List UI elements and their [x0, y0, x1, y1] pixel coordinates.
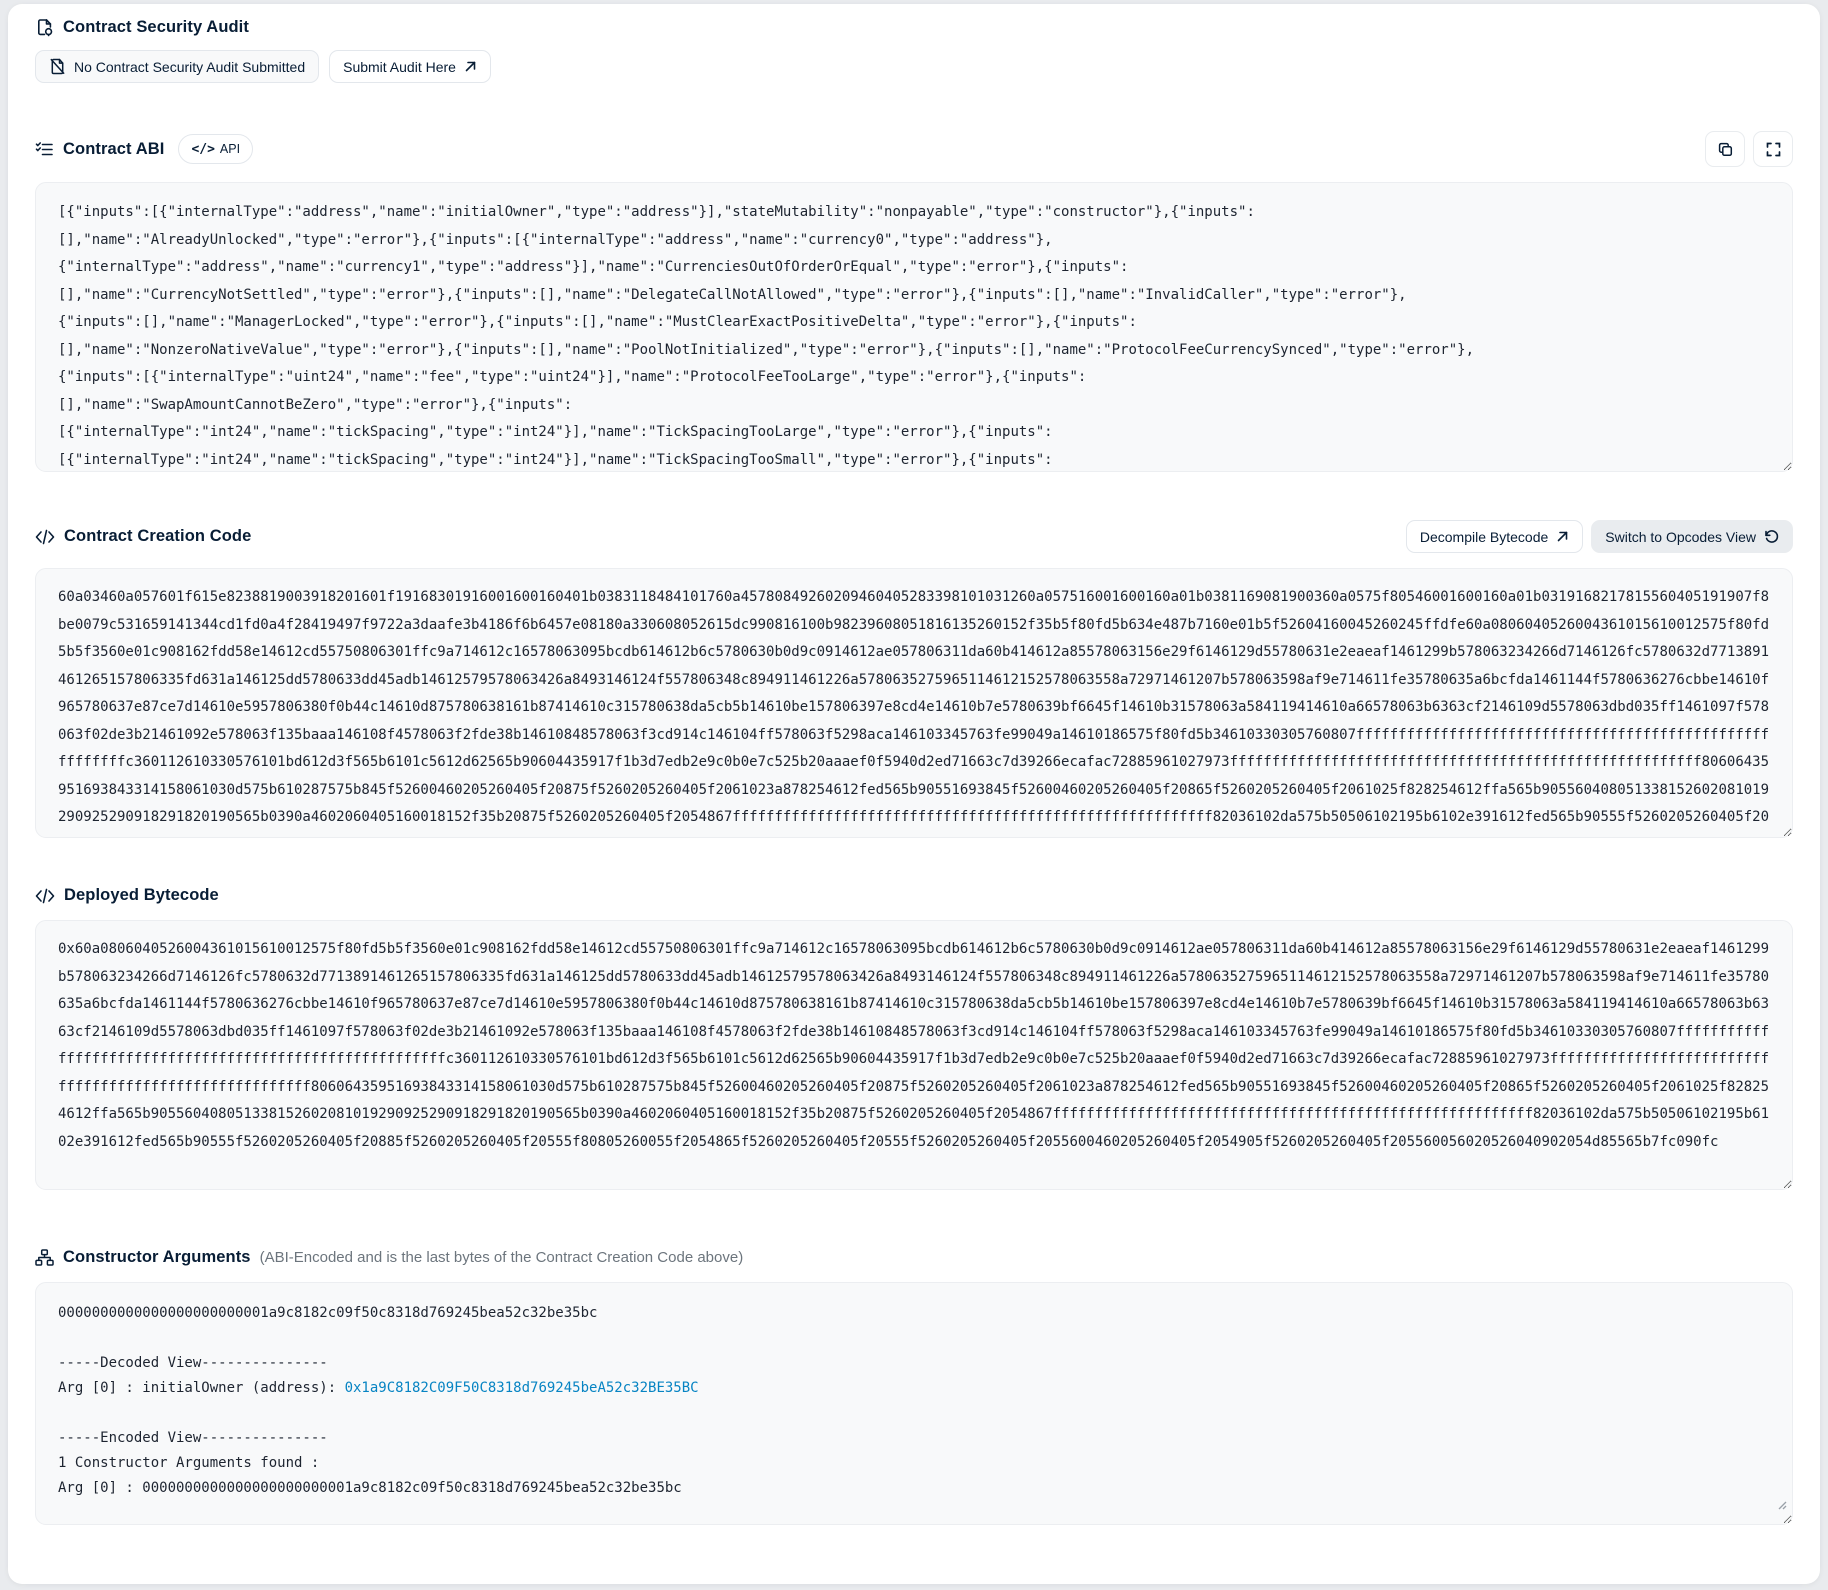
contract-code-card: [8, 4, 1820, 1584]
copy-abi-button[interactable]: [1705, 131, 1745, 167]
decoded-view-header: -----Decoded View---------------: [58, 1355, 328, 1371]
file-badge-icon: [35, 18, 54, 37]
contract-creation-code-textarea[interactable]: [35, 568, 1793, 838]
audit-section-title: Contract Security Audit: [63, 18, 249, 36]
submit-audit-label: Submit Audit Here: [343, 58, 456, 75]
initial-owner-address-link[interactable]: 0x1a9C8182C09F50C8318d769245beA52c32BE35BC: [344, 1380, 699, 1396]
abi-section-header: [35, 134, 253, 164]
list-check-icon: [35, 140, 54, 159]
constructor-args-box[interactable]: [35, 1282, 1793, 1525]
encoded-view-header: -----Encoded View---------------: [58, 1430, 328, 1446]
abi-api-label: API: [219, 142, 241, 156]
rotate-ccw-icon: [1764, 529, 1779, 544]
constructor-args-found-line: 1 Constructor Arguments found :: [58, 1455, 320, 1471]
expand-abi-button[interactable]: [1753, 131, 1793, 167]
deployed-bytecode-section-title: Deployed Bytecode: [64, 886, 219, 904]
constructor-args-section-header: [35, 1248, 1793, 1267]
switch-opcodes-view-button[interactable]: [1591, 520, 1793, 553]
copy-icon: [1718, 142, 1733, 157]
creation-code-section-header: [35, 527, 251, 546]
sitemap-icon: [35, 1249, 54, 1266]
resize-handle-icon[interactable]: [1775, 1494, 1787, 1519]
encoded-arg-line: Arg [0] : 0000000000000000000000001a9c8182c09f50c8318d769245bea52c32be35bc: [58, 1480, 682, 1496]
abi-section-title: Contract ABI: [63, 139, 165, 158]
constructor-args-section-title: Constructor Arguments: [63, 1248, 251, 1266]
decoded-arg-prefix: Arg [0] : initialOwner (address):: [58, 1380, 345, 1396]
code-brackets-icon: [35, 888, 55, 904]
constructor-args-raw: 0000000000000000000000001a9c8182c09f50c8318d769245bea52c32be35bc: [58, 1305, 598, 1321]
constructor-args-subtitle: (ABI-Encoded and is the last bytes of the Contract Creation Code above): [259, 1249, 744, 1266]
arrow-up-right-icon: [464, 60, 477, 73]
arrow-up-right-icon: [1556, 530, 1569, 543]
submit-audit-button[interactable]: [329, 50, 491, 83]
code-brackets-icon: [35, 529, 55, 545]
contract-abi-textarea[interactable]: [35, 182, 1793, 472]
fullscreen-icon: [1766, 142, 1781, 157]
switch-opcodes-view-label: Switch to Opcodes View: [1605, 528, 1756, 545]
no-audit-status-label: No Contract Security Audit Submitted: [74, 58, 306, 75]
no-audit-status-badge[interactable]: [35, 50, 319, 83]
decompile-bytecode-label: Decompile Bytecode: [1419, 528, 1549, 545]
code-icon: </>: [191, 141, 215, 157]
abi-api-button[interactable]: [178, 134, 253, 164]
file-slash-icon: [49, 58, 66, 75]
deployed-bytecode-textarea[interactable]: [35, 920, 1793, 1190]
decompile-bytecode-button[interactable]: [1406, 520, 1583, 553]
creation-code-section-title: Contract Creation Code: [64, 527, 252, 545]
deployed-bytecode-section-header: [35, 886, 1793, 905]
audit-section-header: [35, 18, 1793, 37]
